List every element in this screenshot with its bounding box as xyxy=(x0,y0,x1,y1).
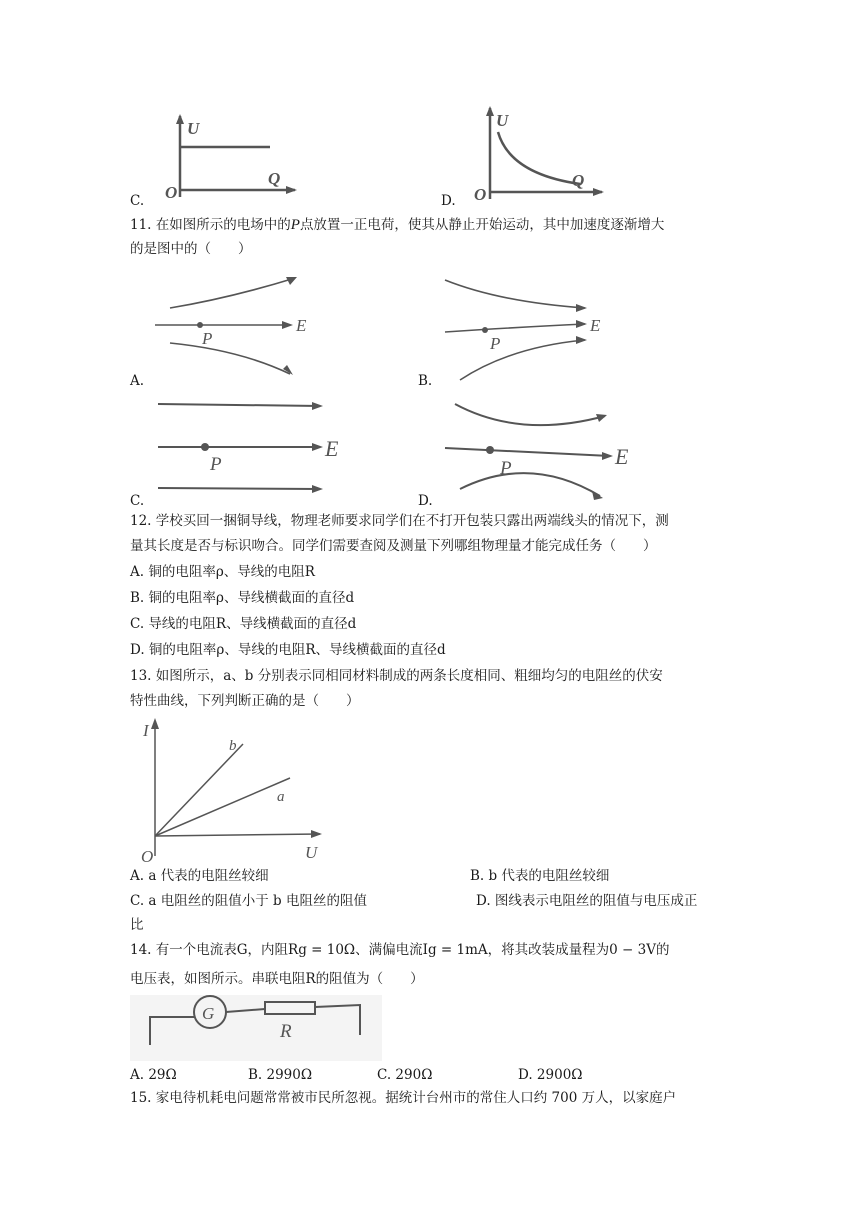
q12-option-c: C. 导线的电阻R、导线横截面的直径d xyxy=(130,616,357,632)
q14-option-a: A. 29Ω xyxy=(130,1067,177,1083)
q13-iv-graph xyxy=(135,716,345,864)
q10d-axis-u: U xyxy=(496,111,509,130)
q13-origin: O xyxy=(141,847,154,866)
q10d-axis-q: Q xyxy=(572,171,585,190)
q12-option-b: B. 铜的电阻率ρ、导线横截面的直径d xyxy=(130,590,355,606)
q12-option-d: D. 铜的电阻率ρ、导线的电阻R、导线横截面的直径d xyxy=(130,642,446,658)
q11-figure-c xyxy=(150,392,360,502)
q10-option-c: C. xyxy=(130,193,145,209)
q13-label-a: a xyxy=(277,789,285,805)
q14-option-c: C. 290Ω xyxy=(377,1067,433,1083)
q11a-label-e: E xyxy=(296,316,307,335)
q14-circuit xyxy=(130,995,382,1061)
q13-axis-i: I xyxy=(143,721,149,740)
q12-stem-line2: 量其长度是否与标识吻合。同学们需要查阅及测量下列哪组物理量才能完成任务（ ） xyxy=(130,538,657,554)
q14-stem-line2: 电压表，如图所示。串联电阻R的阻值为（ ） xyxy=(130,971,424,987)
q11d-label-p: P xyxy=(500,458,512,479)
q10d-origin: O xyxy=(474,185,487,204)
q14-label-g: G xyxy=(202,1004,215,1023)
q11c-label-p: P xyxy=(210,454,222,475)
q10c-axis-u: U xyxy=(187,119,200,138)
q12-stem-line1: 12. 学校买回一捆铜导线，物理老师要求同学们在不打开包装只露出两端线头的情况下，测 xyxy=(130,513,669,529)
q11d-label-e: E xyxy=(615,444,629,469)
q10-graph-d xyxy=(470,104,610,204)
q10c-origin: O xyxy=(165,183,178,202)
q14-label-r: R xyxy=(280,1021,292,1042)
q10c-axis-q: Q xyxy=(268,169,281,188)
q14-option-d: D. 2900Ω xyxy=(518,1067,583,1083)
q11-figure-b xyxy=(440,272,640,384)
q11-option-c: C. xyxy=(130,493,145,509)
q13-stem-line2: 特性曲线，下列判断正确的是（ ） xyxy=(130,693,360,709)
q13-option-b: B. b 代表的电阻丝较细 xyxy=(470,868,610,884)
q13-axis-u: U xyxy=(305,843,318,862)
q11-figure-a xyxy=(150,268,350,378)
q12-option-a: A. 铜的电阻率ρ、导线的电阻R xyxy=(130,564,315,580)
q10-graph-c xyxy=(160,112,300,204)
q11-stem-line1: 11. 在如图所示的电场中的P点放置一正电荷，使其从静止开始运动，其中加速度逐渐增大 xyxy=(130,217,665,233)
q13-stem-line1: 13. 如图所示，a、b 分别表示同相同材料制成的两条长度相同、粗细均匀的电阻丝的伏安 xyxy=(130,668,663,684)
q11-option-d: D. xyxy=(418,493,433,509)
q11b-label-e: E xyxy=(590,316,601,335)
q11-option-b: B. xyxy=(418,373,433,389)
q11a-label-p: P xyxy=(202,329,213,348)
q13-option-d-cont: 比 xyxy=(130,917,144,933)
q11-option-a: A. xyxy=(130,373,145,389)
q11-stem-line2: 的是图中的（ ） xyxy=(130,241,252,257)
q10-option-d: D. xyxy=(441,193,456,209)
q13-option-c: C. a 电阻丝的阻值小于 b 电阻丝的阻值 xyxy=(130,893,367,909)
q14-option-b: B. 2990Ω xyxy=(248,1067,313,1083)
q13-option-d: D. 图线表示电阻丝的阻值与电压成正 xyxy=(476,893,698,909)
q13-option-a: A. a 代表的电阻丝较细 xyxy=(130,868,269,884)
q14-stem-line1: 14. 有一个电流表G，内阻Rg = 10Ω、满偏电流Ig = 1mA，将其改装成量程为0 − 3V的 xyxy=(130,942,670,958)
q15-stem-line1: 15. 家电待机耗电问题常常被市民所忽视。据统计台州市的常住人口约 700 万人，以家庭户 xyxy=(130,1090,677,1106)
q13-label-b: b xyxy=(229,738,237,754)
q11c-label-e: E xyxy=(325,436,339,461)
q11b-label-p: P xyxy=(490,334,501,353)
q11-figure-d xyxy=(440,394,650,506)
